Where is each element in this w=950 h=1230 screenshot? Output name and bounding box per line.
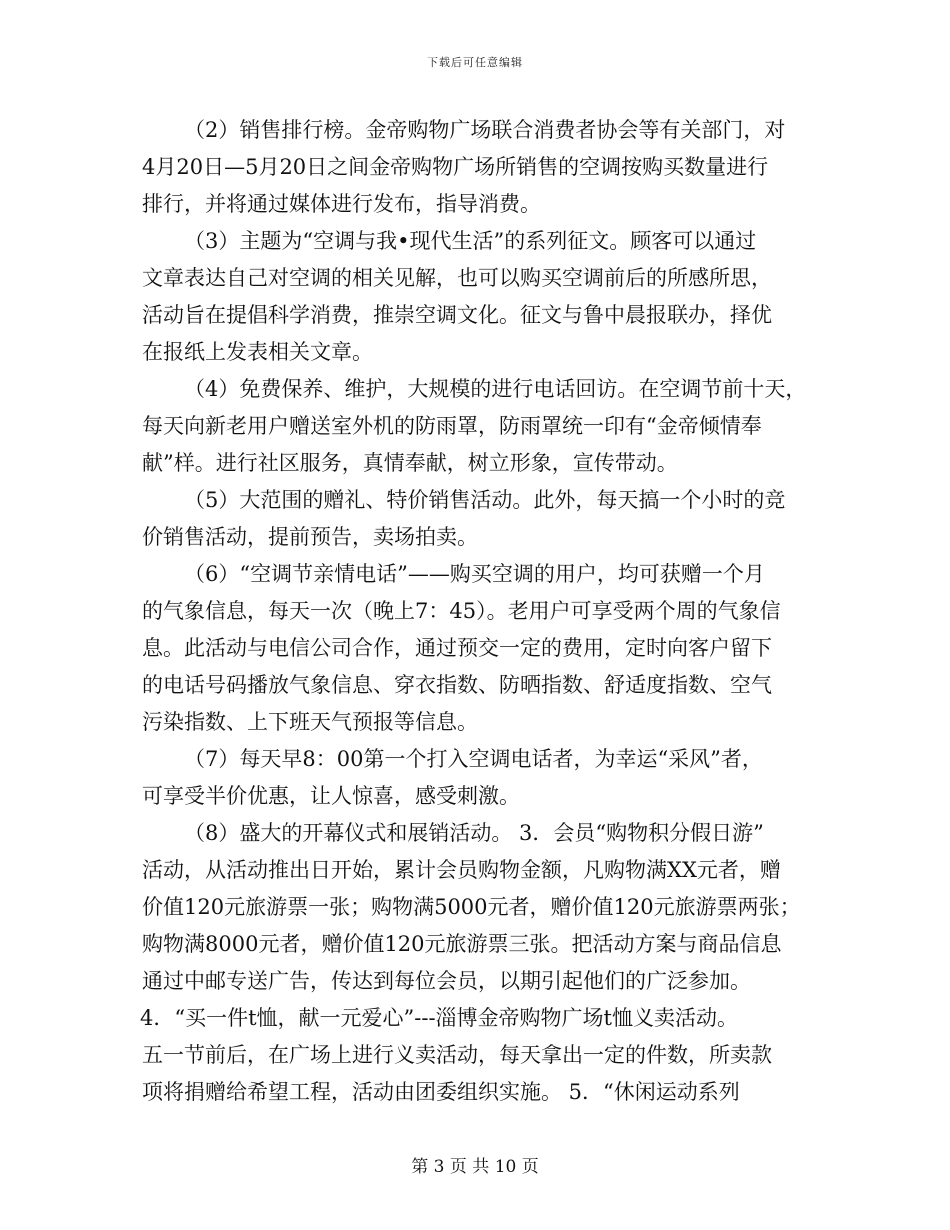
text-line: 文章表达自己对空调的相关见解，也可以购买空调前后的所感所思， [142, 266, 772, 290]
text-line: 排行，并将通过媒体进行发布，指导消费。 [142, 192, 541, 216]
text-line: 活动旨在提倡科学消费，推崇空调文化。征文与鲁中晨报联办，择优 [142, 303, 772, 327]
text-line: 污染指数、上下班天气预报等信息。 [142, 710, 478, 734]
text-line: （7）每天早8：00第一个打入空调电话者，为幸运“采风”者， [184, 747, 763, 771]
text-line: 通过中邮专送广告，传达到每位会员，以期引起他们的广泛参加。 [142, 969, 751, 993]
text-line: 4．“买一件t恤，献一元爱心”---淄博金帝购物广场t恤义卖活动。 [140, 1006, 738, 1030]
text-line: （5）大范围的赠礼、特价销售活动。此外，每天搞一个小时的竞 [184, 488, 786, 512]
text-line: 项将捐赠给希望工程，活动由团委组织实施。 5．“休闲运动系列 [142, 1080, 740, 1104]
text-line: 可享受半价优惠，让人惊喜，感受刺激。 [142, 784, 520, 808]
text-line: （4）免费保养、维护，大规模的进行电话回访。在空调节前十天， [184, 377, 807, 401]
text-line: （3）主题为“空调与我•现代生活”的系列征文。顾客可以通过 [184, 229, 757, 253]
page-footer: 第 3 页 共 10 页 [411, 1157, 539, 1177]
text-line: 在报纸上发表相关文章。 [142, 340, 373, 364]
text-line: 献”样。进行社区服务，真情奉献，树立形象，宣传带动。 [142, 451, 678, 475]
text-line: 4月20日—5月20日之间金帝购物广场所销售的空调按购买数量进行 [142, 155, 769, 179]
text-line: （6）“空调节亲情电话”——购买空调的用户，均可获赠一个月 [184, 562, 765, 586]
text-line: 价值120元旅游票一张；购物满5000元者，赠价值120元旅游票两张； [142, 895, 801, 919]
text-line: 购物满8000元者，赠价值120元旅游票三张。把活动方案与商品信息 [142, 932, 782, 956]
text-line: 每天向新老用户赠送室外机的防雨罩，防雨罩统一印有“金帝倾情奉 [142, 414, 762, 438]
text-line: 的气象信息，每天一次（晚上7：45）。老用户可享受两个周的气象信 [142, 599, 781, 623]
text-line: （2）销售排行榜。金帝购物广场联合消费者协会等有关部门，对 [184, 118, 786, 142]
page-header: 下载后可任意编辑 [427, 56, 523, 69]
text-line: 价销售活动，提前预告，卖场拍卖。 [142, 525, 478, 549]
document-body [142, 112, 808, 1111]
text-line: 的电话号码播放气象信息、穿衣指数、防晒指数、舒适度指数、空气 [142, 673, 772, 697]
text-line: 息。此活动与电信公司合作，通过预交一定的费用，定时向客户留下 [142, 636, 772, 660]
text-line: （8）盛大的开幕仪式和展销活动。 3．会员“购物积分假日游” [184, 821, 764, 845]
text-line: 五一节前后，在广场上进行义卖活动，每天拿出一定的件数，所卖款 [142, 1043, 772, 1067]
text-line: 活动，从活动推出日开始，累计会员购物金额，凡购物满XX元者，赠 [142, 858, 781, 882]
